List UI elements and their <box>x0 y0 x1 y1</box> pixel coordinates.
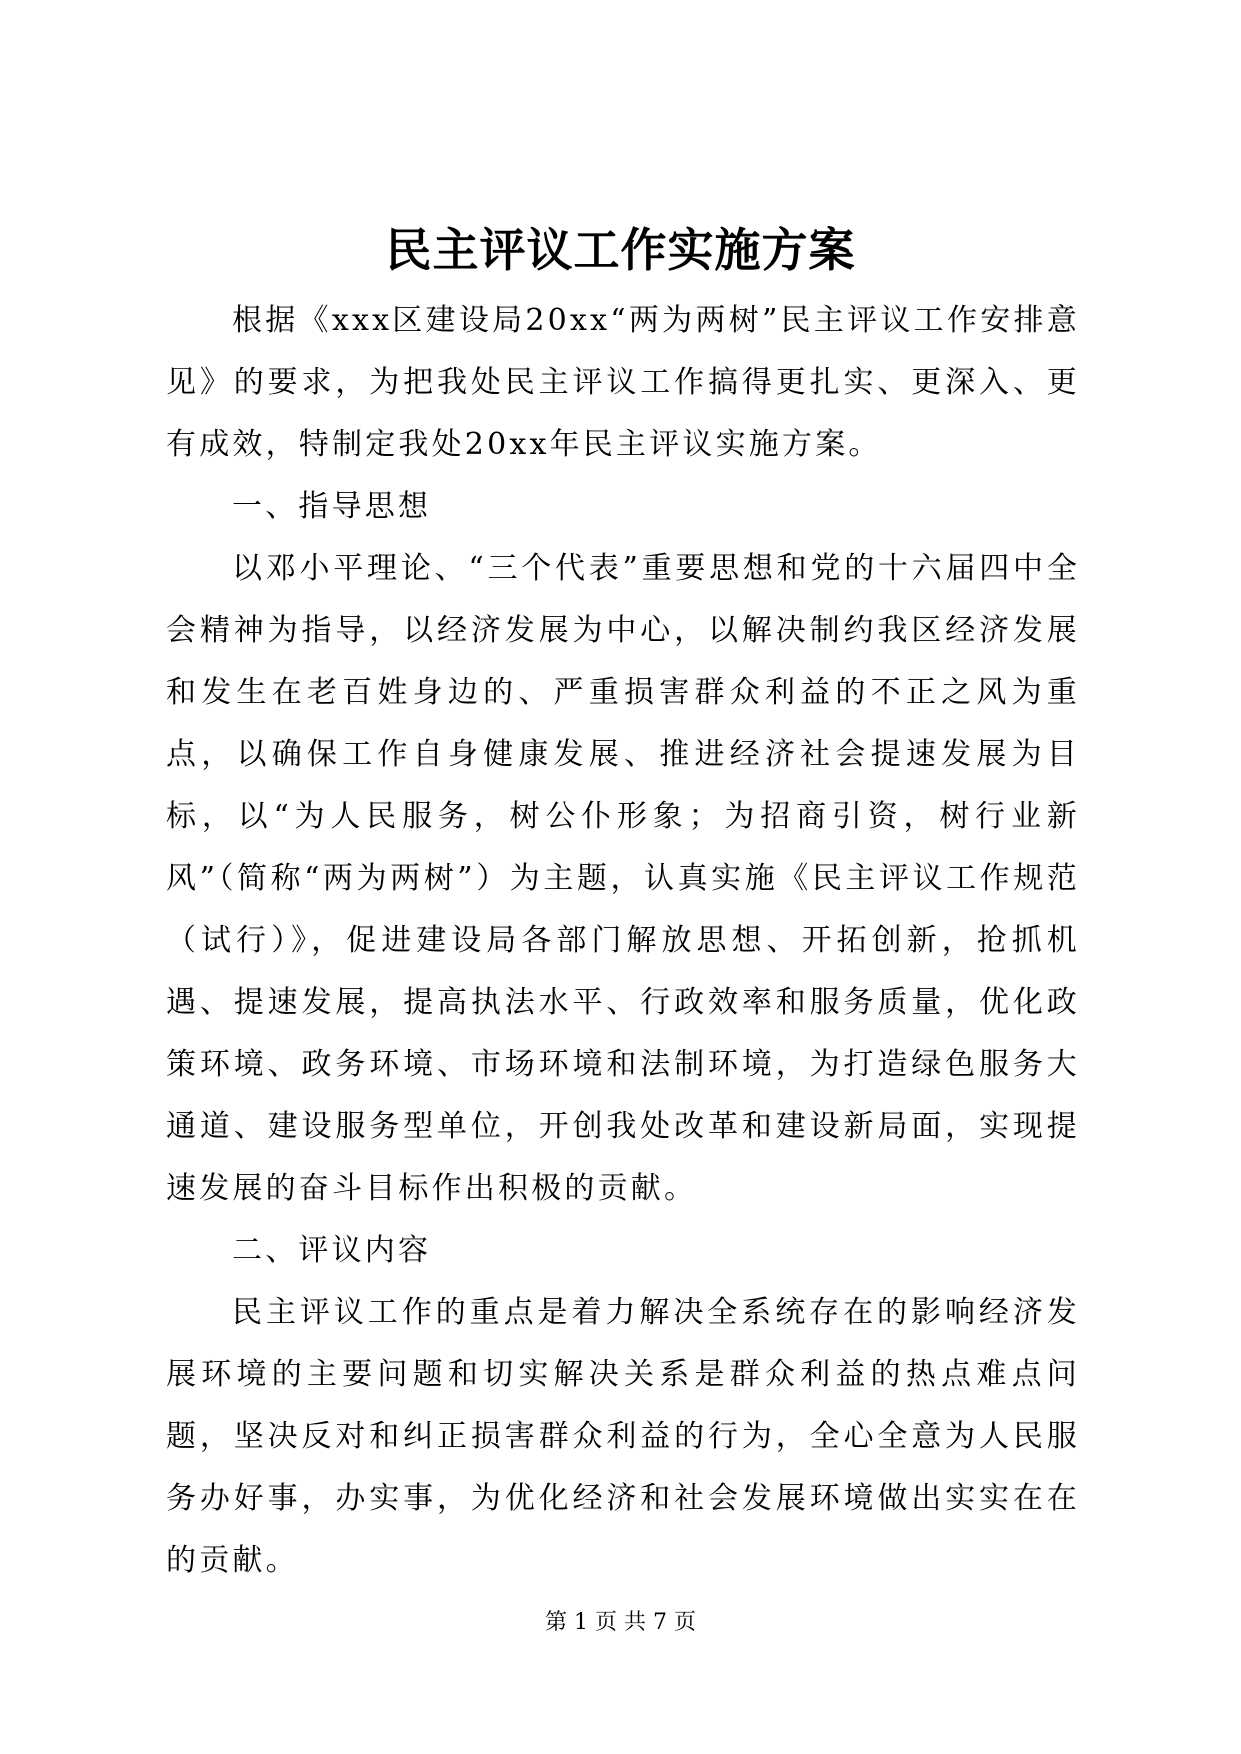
document-body <box>166 290 1080 1592</box>
evaluation-content-paragraph: 民主评议工作的重点是着力解决全系统存在的影响经济发展环境的主要问题和切实解决关系是群众利益的热点难点问题，坚决反对和纠正损害群众利益的行为，全心全意为人民服务办好事，办实事，为优化经济和社会发展环境做出实实在在的贡献。 <box>166 1295 1080 1578</box>
guiding-ideology-paragraph: 以邓小平理论、“三个代表”重要思想和党的十六届四中全会精神为指导，以经济发展为中心，以解决制约我区经济发展和发生在老百姓身边的、严重损害群众利益的不正之风为重点，以确保工作自身健康发展、推进经济社会提速发展为目标，以“为人民服务，树公仆形象；为招商引资，树行业新风”（简称“两为两树”）为主题，认真实施《民主评议工作规范（试行）》，促进建设局各部门解放思想、开拓创新，抢抓机遇、提速发展，提高执法水平、行政效率和服务质量，优化政策环境、政务环境、市场环境和法制环境，为打造绿色服务大通道、建设服务型单位，开创我处改革和建设新局面，实现提速发展的奋斗目标作出积极的贡献。 <box>166 551 1080 1206</box>
page-footer: 第 1 页 共 7 页 <box>545 1610 696 1635</box>
section-heading-evaluation-content: 二、评议内容 <box>232 1233 432 1268</box>
section-heading-guiding-ideology: 一、指导思想 <box>232 489 432 524</box>
intro-paragraph: 根据《xxx区建设局20xx“两为两树”民主评议工作安排意见》的要求，为把我处民主评议工作搞得更扎实、更深入、更有成效，特制定我处20xx年民主评议实施方案。 <box>166 303 1080 462</box>
document-title: 民主评议工作实施方案 <box>385 223 856 277</box>
